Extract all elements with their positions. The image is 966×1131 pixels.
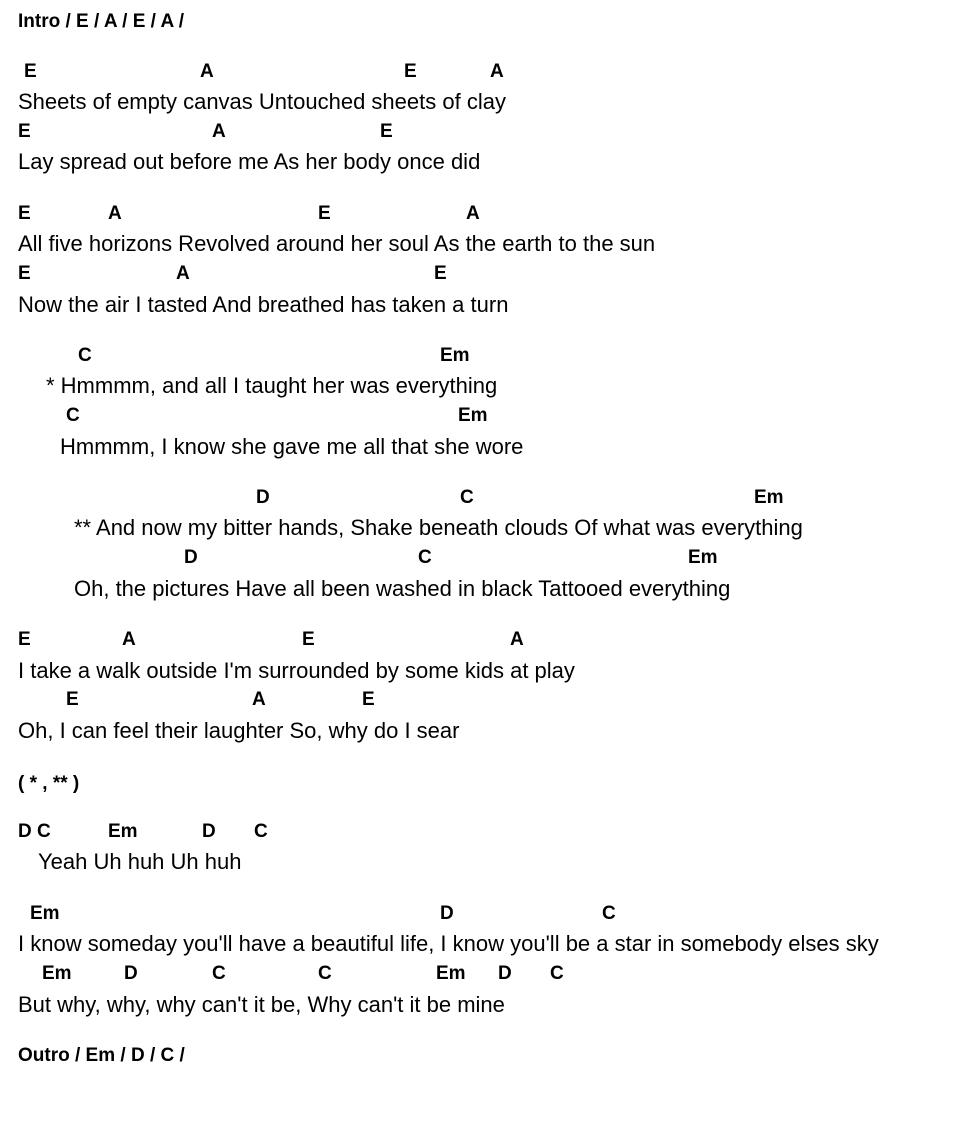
lyric-line: Now the air I tasted And breathed has taken a turn: [18, 292, 509, 317]
chord: D C: [18, 821, 51, 842]
chord: E: [302, 629, 315, 650]
chord: A: [490, 61, 504, 82]
chord: Em: [42, 963, 72, 984]
chord: C: [550, 963, 564, 984]
chord: E: [380, 121, 393, 142]
chord: A: [466, 203, 480, 224]
chord: Em: [30, 903, 60, 924]
lyric-line: * Hmmmm, and all I taught her was everything: [46, 373, 498, 398]
chord: D: [498, 963, 512, 984]
chord: C: [602, 903, 616, 924]
chord: A: [252, 689, 266, 710]
lyric-line: Hmmmm, I know she gave me all that she wore: [60, 434, 524, 459]
chord: E: [66, 689, 79, 710]
chord: Em: [458, 405, 488, 426]
chord: D: [202, 821, 216, 842]
lyric-line: I know someday you'll have a beautiful life, I know you'll be a star in somebody elses sky: [18, 931, 879, 956]
chord: D: [256, 487, 270, 508]
chord: A: [176, 263, 190, 284]
chord: E: [404, 61, 417, 82]
chord: A: [108, 203, 122, 224]
chord: E: [434, 263, 447, 284]
lyric-line: But why, why, why can't it be, Why can't it be mine: [18, 992, 505, 1017]
outro-line: Outro / Em / D / C /: [18, 1045, 185, 1066]
lyric-line: Lay spread out before me As her body once did: [18, 149, 481, 174]
chord: E: [18, 121, 31, 142]
lyric-line: Oh, the pictures Have all been washed in black Tattooed everything: [74, 576, 731, 601]
intro-line: Intro / E / A / E / A /: [18, 11, 185, 32]
chord: C: [254, 821, 268, 842]
lyric-line: I take a walk outside I'm surrounded by some kids at play: [18, 658, 575, 683]
chord: A: [510, 629, 524, 650]
lyric-line: Yeah Uh huh Uh huh: [38, 849, 242, 874]
repeat-marker: ( * , ** ): [18, 773, 80, 794]
chord: C: [460, 487, 474, 508]
chord: C: [418, 547, 432, 568]
chord: E: [318, 203, 331, 224]
chord: C: [318, 963, 332, 984]
chord: Em: [108, 821, 138, 842]
lyric-line: Oh, I can feel their laughter So, why do I sear: [18, 718, 460, 743]
chord: Em: [436, 963, 466, 984]
chord: C: [212, 963, 226, 984]
chord: C: [78, 345, 92, 366]
chord: E: [18, 629, 31, 650]
chord: Em: [754, 487, 784, 508]
lyric-line: All five horizons Revolved around her soul As the earth to the sun: [18, 231, 656, 256]
chord: E: [18, 203, 31, 224]
lyric-line: Sheets of empty canvas Untouched sheets of clay: [18, 89, 506, 114]
lyric-line: ** And now my bitter hands, Shake beneath clouds Of what was everything: [74, 515, 803, 540]
chord: E: [24, 61, 37, 82]
chord: D: [124, 963, 138, 984]
chord: E: [362, 689, 375, 710]
chord: Em: [440, 345, 470, 366]
chord: D: [184, 547, 198, 568]
chord: A: [212, 121, 226, 142]
chord: E: [18, 263, 31, 284]
chord: C: [66, 405, 80, 426]
chord: D: [440, 903, 454, 924]
chord: A: [200, 61, 214, 82]
chord: A: [122, 629, 136, 650]
chord: Em: [688, 547, 718, 568]
